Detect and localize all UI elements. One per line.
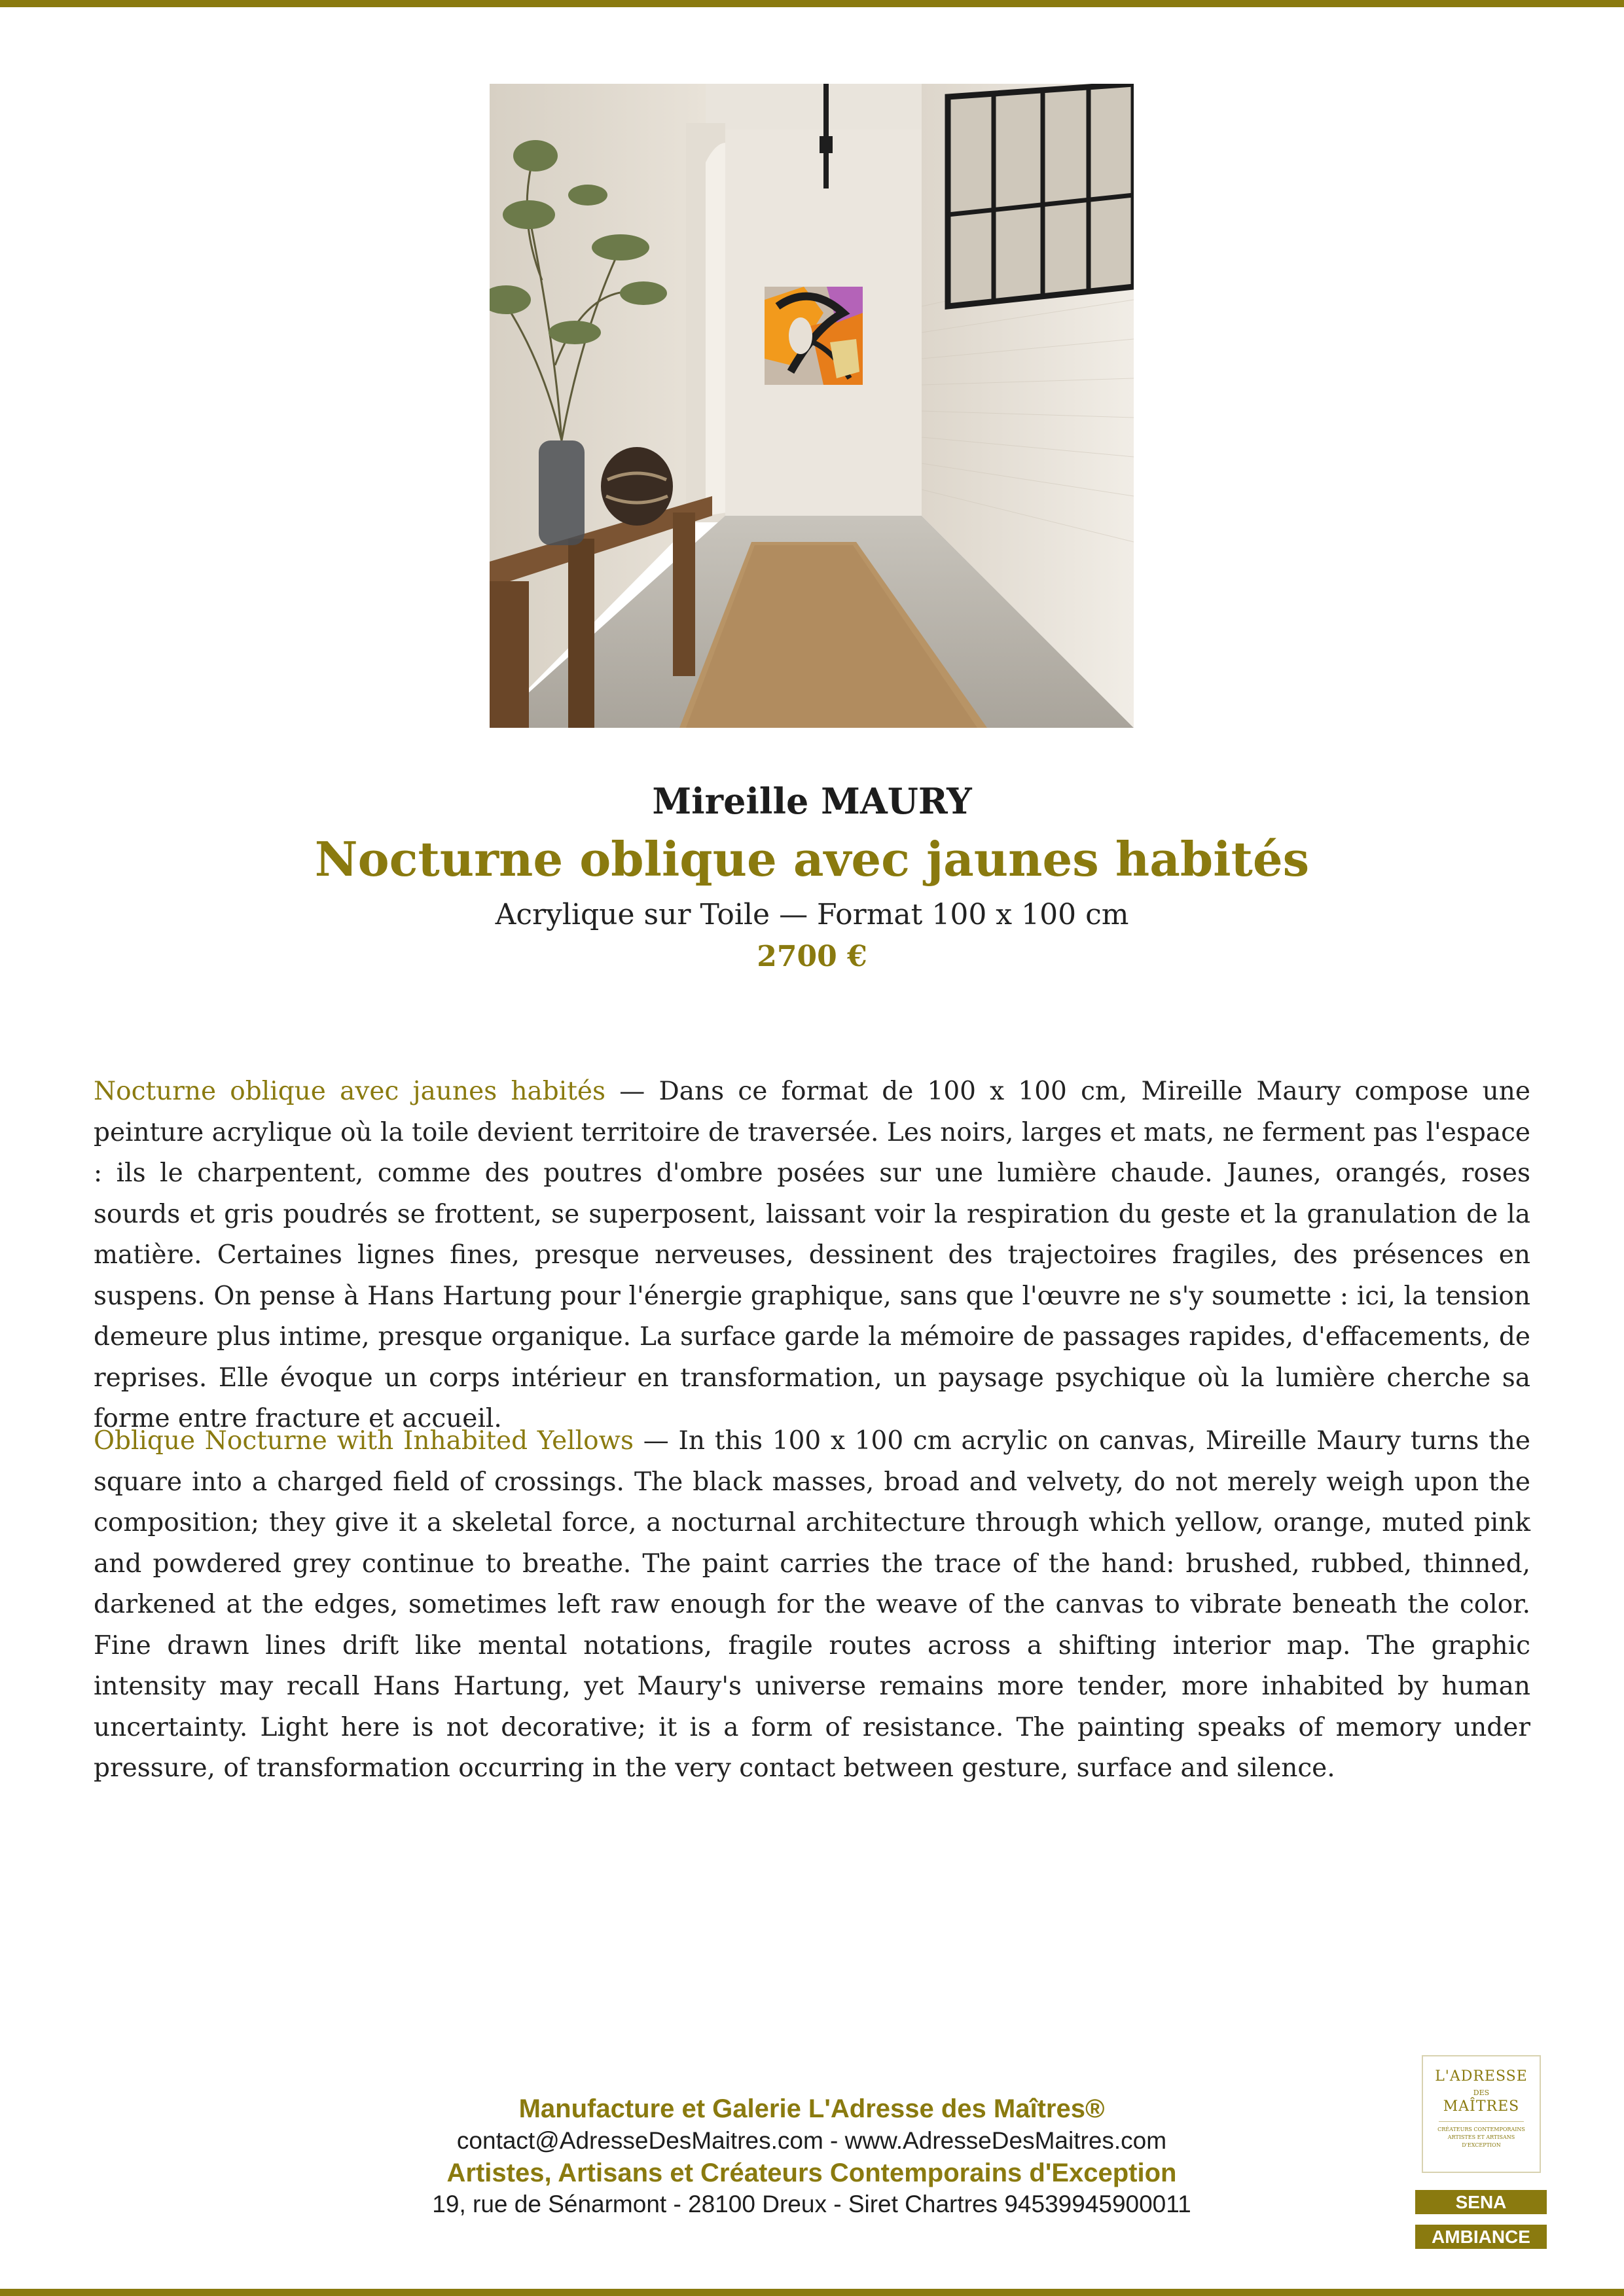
footer-tagline: Artistes, Artisans et Créateurs Contemporains d'Exception xyxy=(446,2159,1177,2187)
artwork-title: Nocturne oblique avec jaunes habités xyxy=(314,831,1310,887)
artwork-medium: Acrylique sur Toile — Format 100 x 100 cm xyxy=(495,898,1129,931)
description-french-text: — Dans ce format de 100 x 100 cm, Mireille Maury compose une peinture acrylique où la toile devient territoire de traversée. Les noirs, larges et mats, ne ferment pas l'espace : ils le charpentent, comme des poutres d'ombre posées sur une lumière chaude. Jaunes, orangés, roses sourds et gris poudrés se frottent, se superposent, laissant voir la respiration du geste et la granulation de la matière. Certaines lignes fines, presque nerveuses, dessinent des trajectoires fragiles, des présences en suspens. On pense à Hans Hartung pour l'énergie graphique, sans que l'œuvre ne s'y soumette : ici, la tension demeure plus intime, presque organique. La surface garde la mémoire de passages rapides, d'effacements, de reprises. Elle évoque un corps intérieur en transformation, un paysage psychique où la lumière cherche sa forme entre fracture et accueil. xyxy=(94,1077,1530,1433)
description-english-text: — In this 100 x 100 cm acrylic on canvas, Mireille Maury turns the square into a charged field of crossings. The black masses, broad and velvety, do not merely weigh upon the composition; they give it a skeletal force, a nocturnal architecture through which yellow, orange, muted pink and powdered grey continue to breathe. The paint carries the trace of the hand: brushed, rubbed, thinned, darkened at the edges, sometimes left raw enough for the weave of the canvas to vibrate beneath the color. Fine drawn lines drift like mental notations, fragile routes across a shifting interior map. The graphic intensity may recall Hans Hartung, yet Maury's universe remains more tender, more inhabited by human uncertainty. Light here is not decorative; it is a form of resistance. The painting speaks of memory under pressure, of transformation occurring in the very contact between gesture, surface and silence. xyxy=(94,1426,1530,1783)
description-english xyxy=(94,1421,1530,1789)
footer-gallery-name: Manufacture et Galerie L'Adresse des Maîtres® xyxy=(518,2094,1105,2123)
footer-address: 19, rue de Sénarmont - 28100 Dreux - Siret Chartres 94539945900011 xyxy=(432,2191,1191,2217)
artist-name: Mireille MAURY xyxy=(652,780,972,822)
tag-sena: SENA xyxy=(1415,2190,1547,2214)
tag-ambiance: AMBIANCE xyxy=(1415,2225,1547,2249)
top-border xyxy=(0,0,1624,7)
bottom-border xyxy=(0,2289,1624,2296)
room-scene-image xyxy=(490,84,1134,728)
artwork-price: 2700 € xyxy=(757,940,867,973)
description-french xyxy=(94,1071,1530,1440)
footer-contact: contact@AdresseDesMaitres.com - www.AdresseDesMaitres.com xyxy=(456,2127,1167,2154)
description-french-lead: Nocturne oblique avec jaunes habités xyxy=(94,1077,606,1106)
gallery-logo: L'ADRESSE DES MAÎTRES CRÉATEURS CONTEMPORAINS ARTISTES ET ARTISANS D'EXCEPTION xyxy=(1422,2055,1541,2173)
description-english-lead: Oblique Nocturne with Inhabited Yellows xyxy=(94,1426,634,1456)
